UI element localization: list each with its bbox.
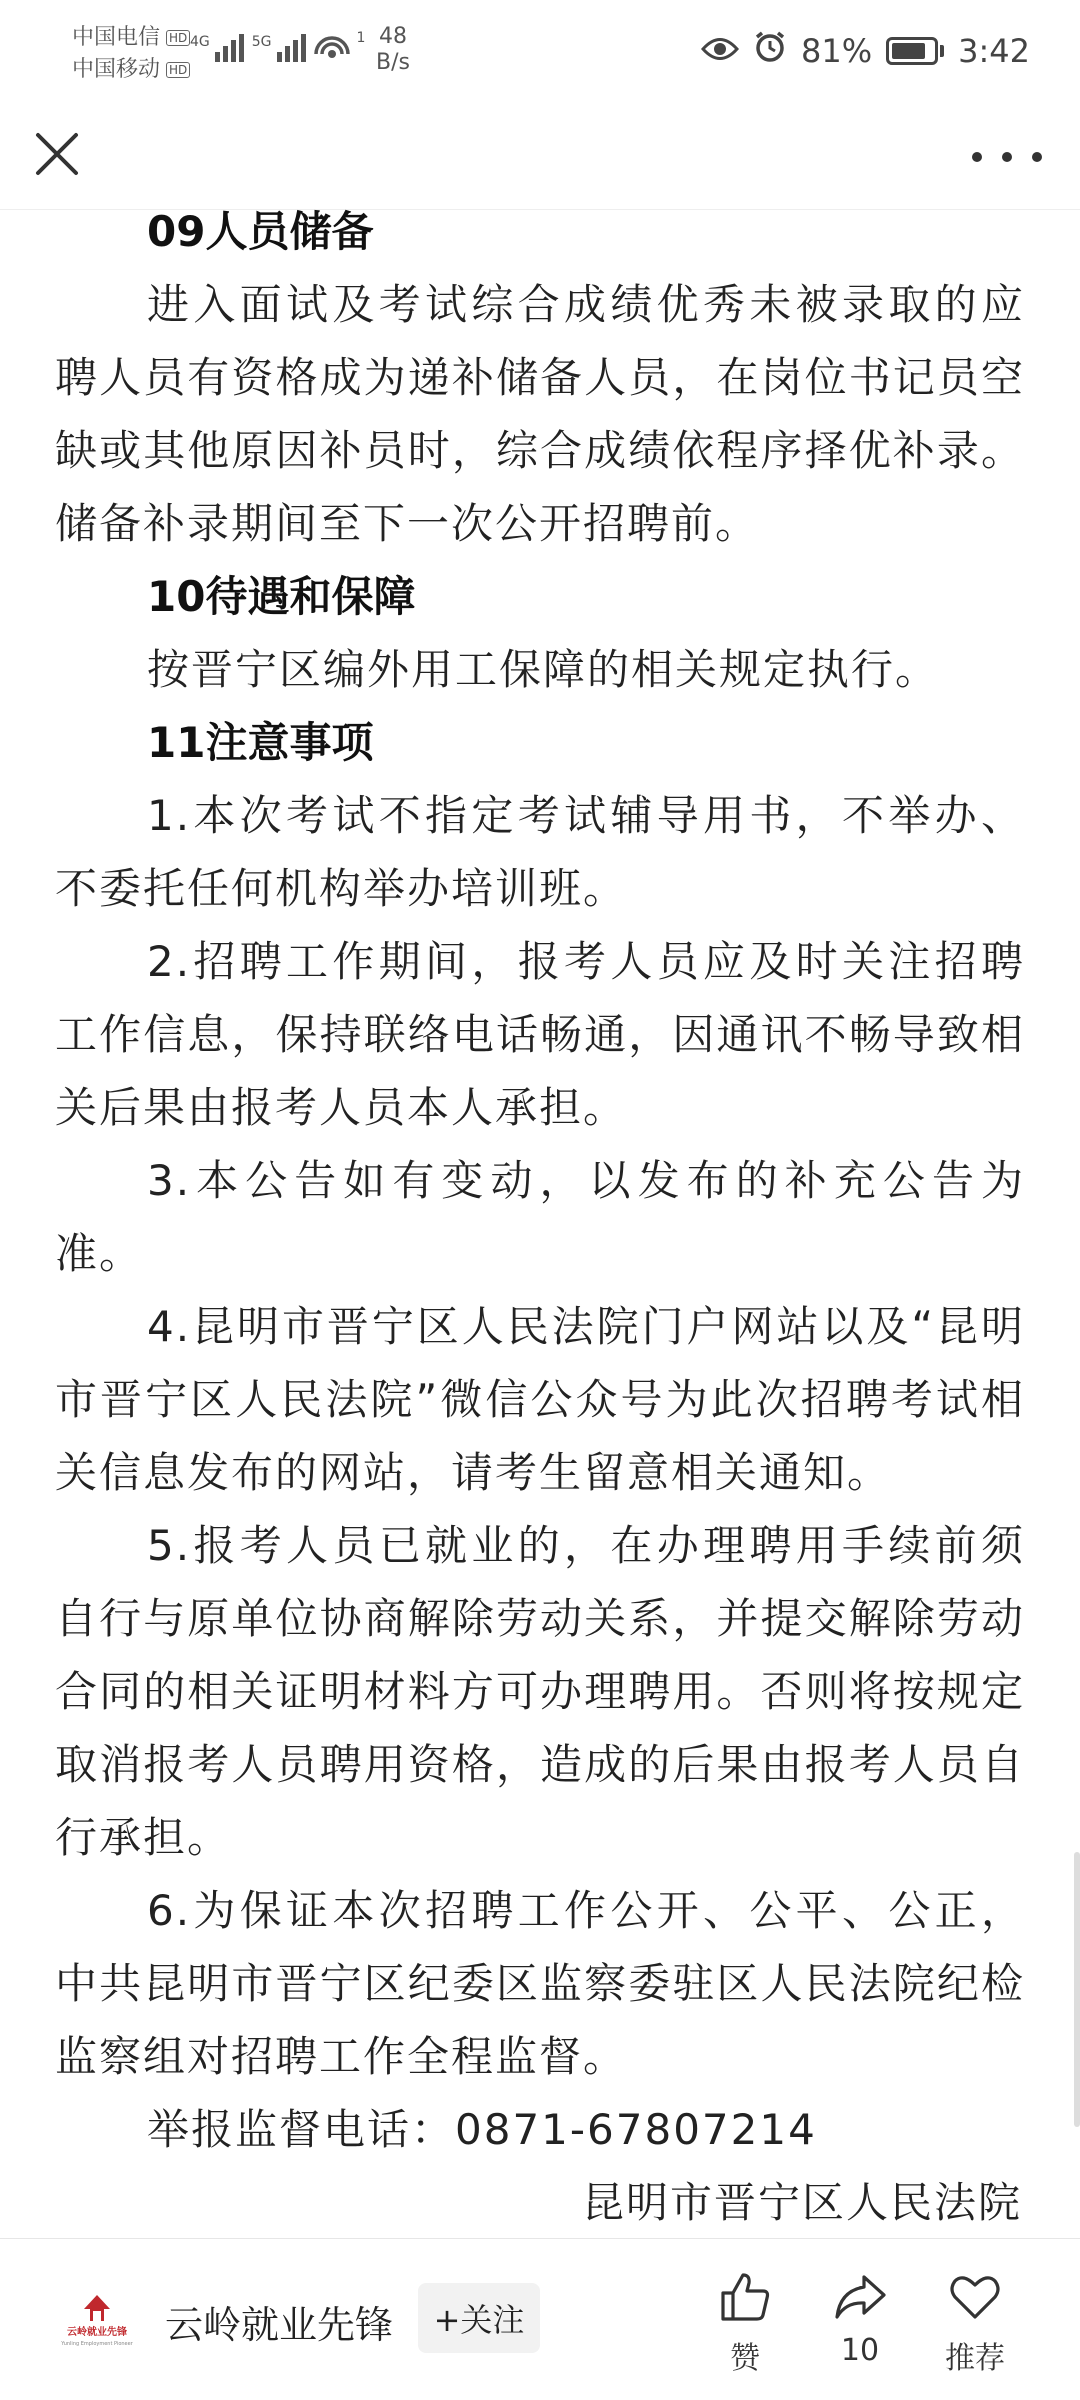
svg-text:Yunling Employment Pioneer: Yunling Employment Pioneer	[61, 2341, 133, 2347]
signal-5g-icon: 5G	[252, 34, 306, 62]
share-count: 10	[840, 2333, 880, 2368]
paragraph-09: 进入面试及考试综合成绩优秀未被录取的应聘人员有资格成为递补储备人员，在岗位书记员空缺或其他原因补员时，综合成绩依程序择优补录。储备补录期间至下一次公开招聘前。	[55, 280, 1025, 548]
carrier-1: 中国电信	[72, 25, 161, 50]
thumbs-up-icon	[717, 2269, 773, 2325]
like-label: 赞	[730, 2341, 760, 2376]
more-options-button[interactable]	[972, 137, 1042, 177]
like-button[interactable]	[690, 2269, 800, 2377]
recommend-label: 推荐	[945, 2341, 1005, 2376]
share-icon	[832, 2269, 888, 2325]
more-dot-icon	[1032, 152, 1042, 162]
article-body	[0, 195, 1080, 2239]
notice-item-3: 3.本公告如有变动，以发布的补充公告为准。	[55, 1156, 1025, 1278]
account-logo-icon	[58, 2291, 136, 2351]
paragraph-10: 按晋宁区编外用工保障的相关规定执行。	[147, 645, 940, 694]
notice-item-6: 6.为保证本次招聘工作公开、公平、公正，中共昆明市晋宁区纪委区监察委驻区人民法院纪检监察组对招聘工作全程监督。	[55, 1886, 1025, 2081]
hotline-text: 举报监督电话：0871-67807214	[147, 2105, 817, 2154]
carrier-info	[72, 22, 190, 86]
notice-item-2: 2.招聘工作期间，报考人员应及时关注招聘工作信息，保持联络电话畅通，因通讯不畅导致相关后果由报考人员本人承担。	[55, 937, 1025, 1132]
battery-percent: 81%	[801, 32, 873, 70]
share-button[interactable]	[805, 2269, 915, 2368]
signal-4g-icon: 4G	[190, 34, 244, 62]
svg-text:云岭就业先锋: 云岭就业先锋	[67, 2327, 127, 2338]
notice-item-4: 4.昆明市晋宁区人民法院门户网站以及“昆明市晋宁区人民法院”微信公众号为此次招聘考试相关信息发布的网站，请考生留意相关通知。	[55, 1302, 1025, 1497]
hd-badge: HD	[166, 62, 190, 78]
follow-button[interactable]: +关注	[418, 2283, 540, 2353]
heart-icon	[947, 2269, 1003, 2325]
status-bar	[0, 0, 1080, 105]
close-icon	[28, 125, 88, 185]
notice-item-5: 5.报考人员已就业的，在办理聘用手续前须自行与原单位协商解除劳动关系，并提交解除劳动合同的相关证明材料方可办理聘用。否则将按规定取消报考人员聘用资格，造成的后果由报考人员自行承担。	[55, 1521, 1025, 1862]
clock: 3:42	[958, 32, 1030, 70]
network-speed: 48 B/s	[376, 24, 410, 75]
section-heading-11: 11注意事项	[147, 718, 374, 767]
signal-indicators	[190, 30, 367, 62]
carrier-2: 中国移动	[72, 57, 161, 82]
recommend-button[interactable]	[920, 2269, 1030, 2377]
account-logo[interactable]	[58, 2291, 136, 2351]
eye-icon	[701, 32, 739, 70]
signature: 昆明市晋宁区人民法院	[581, 2178, 1022, 2227]
section-heading-09: 09人员储备	[147, 207, 374, 256]
scroll-indicator[interactable]	[1074, 1852, 1080, 2127]
alarm-icon	[753, 30, 787, 72]
bottom-action-bar	[0, 2238, 1080, 2400]
close-button[interactable]	[28, 125, 88, 185]
hotspot-count: 1	[356, 30, 366, 46]
battery-icon	[886, 37, 944, 65]
hotspot-icon	[314, 30, 368, 62]
more-dot-icon	[972, 152, 982, 162]
section-heading-10: 10待遇和保障	[147, 572, 416, 621]
hd-badge: HD	[166, 30, 190, 46]
notice-item-1: 1.本次考试不指定考试辅导用书，不举办、不委托任何机构举办培训班。	[55, 791, 1025, 913]
more-dot-icon	[1002, 152, 1012, 162]
account-name[interactable]: 云岭就业先锋	[165, 2303, 394, 2347]
